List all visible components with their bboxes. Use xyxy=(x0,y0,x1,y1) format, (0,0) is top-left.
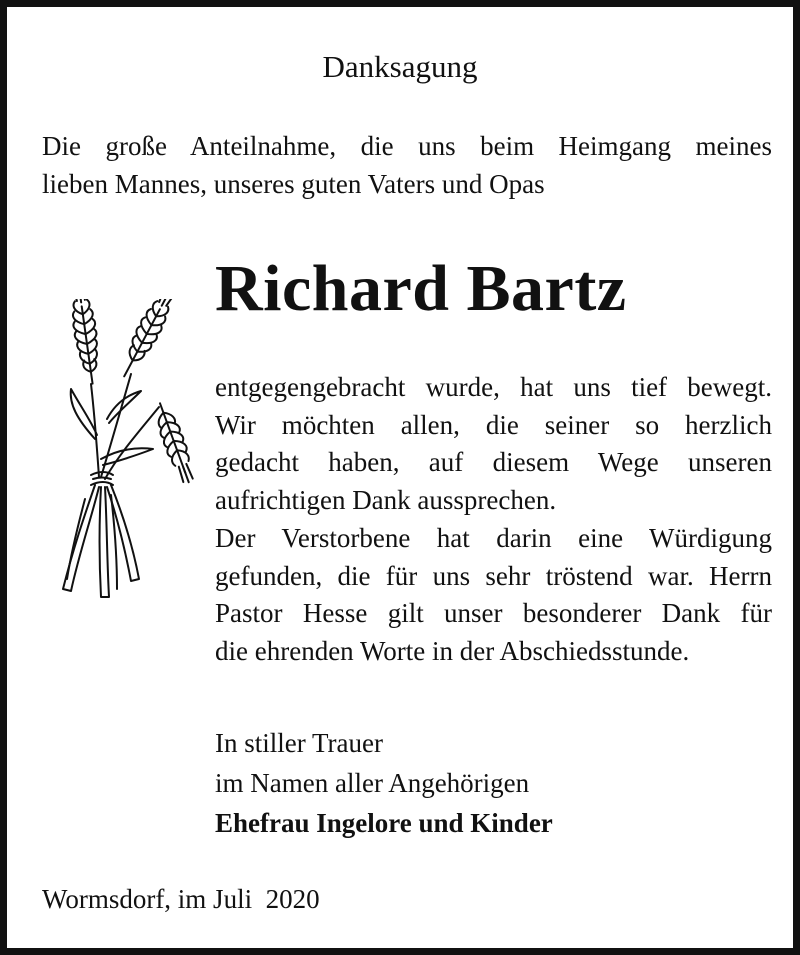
intro-line: Die große Anteilnahme, die uns beim Heimgang meines xyxy=(42,131,772,161)
signer-name: Ehefrau Ingelore und Kinder xyxy=(215,808,553,838)
body-line: aufrichtigen Dank aussprechen. xyxy=(215,485,557,516)
closing-block xyxy=(215,723,553,843)
closing-line: In stiller Trauer xyxy=(215,728,383,758)
deceased-name: Richard Bartz xyxy=(215,252,627,325)
body-line: gedacht haben, auf diesem Wege unseren xyxy=(215,447,772,478)
closing-line: im Namen aller Angehörigen xyxy=(215,768,530,798)
intro-paragraph xyxy=(42,127,772,203)
body-line: gefunden, die für uns sehr tröstend war. Herrn xyxy=(215,560,772,591)
body-line: entgegengebracht wurde, hat uns tief bewegt. xyxy=(215,372,772,402)
body-paragraph xyxy=(215,369,772,671)
body-line: Pastor Hesse gilt unser besonderer Dank für xyxy=(215,598,772,629)
body-line: die ehrenden Worte in der Abschiedsstunde. xyxy=(215,635,690,666)
body-line: Wir möchten allen, die seiner so herzlich xyxy=(215,409,772,440)
body-line: Der Verstorbene hat darin eine Würdigung xyxy=(215,522,772,553)
notice-title: Danksagung xyxy=(322,49,478,84)
intro-line: lieben Mannes, unseres guten Vaters und Opas xyxy=(42,169,545,199)
place-date: Wormsdorf, im Juli 2020 xyxy=(42,884,320,914)
wheat-bundle-icon xyxy=(55,299,200,604)
